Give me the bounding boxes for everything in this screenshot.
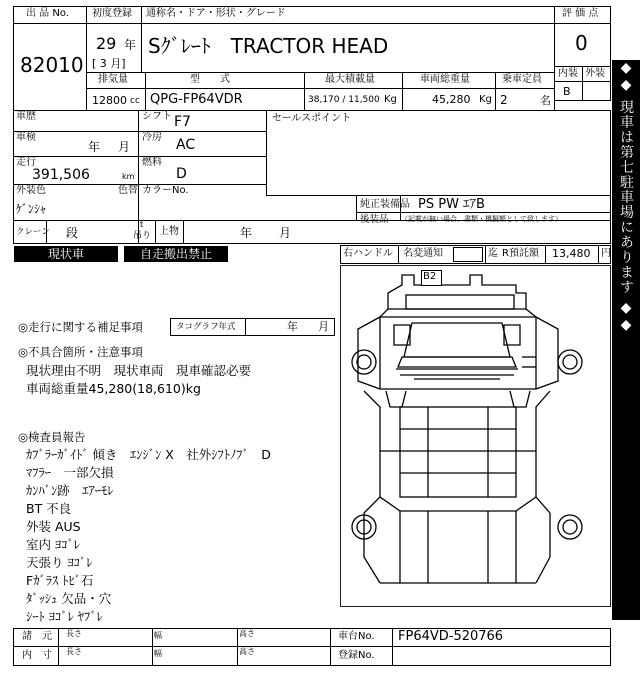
name-change-label: 名変通知 bbox=[403, 248, 443, 259]
inspector-line: 天張り ﾖｺﾞﾚ bbox=[26, 555, 93, 570]
first-registration-label: 初度登録 bbox=[92, 8, 132, 19]
width-label: 幅 bbox=[154, 631, 162, 640]
max-load-unit: Kg bbox=[384, 94, 397, 105]
shift-label: シフト bbox=[142, 111, 172, 122]
aftermarket-label: 後装品 bbox=[360, 214, 389, 225]
first-reg-month: [ 3 月] bbox=[92, 57, 126, 70]
capacity-unit: 名 bbox=[540, 94, 551, 107]
lot-number-label: 出 品 No. bbox=[26, 8, 69, 19]
chassis-number-label: 車台No. bbox=[338, 631, 375, 642]
defect-line: 現状理由不明 現状車両 現車確認必要 bbox=[26, 363, 252, 378]
inspector-line: Fｶﾞﾗｽ ﾄﾋﾞ石 bbox=[26, 573, 94, 588]
width-label: 幅 bbox=[154, 649, 162, 658]
crane-label: クレーン bbox=[16, 227, 50, 237]
inspection-year-unit: 年 bbox=[88, 140, 101, 154]
recycle-until-label: 迄 bbox=[488, 248, 498, 259]
parking-notice-banner bbox=[612, 60, 640, 620]
exterior-color-value: ｹﾞﾝｼｬ bbox=[16, 202, 47, 216]
inspection-month-unit: 月 bbox=[118, 140, 131, 154]
first-reg-year-unit: 年 bbox=[124, 38, 137, 52]
inspector-line: BT 不良 bbox=[26, 501, 72, 516]
model-label: 型 式 bbox=[190, 74, 230, 85]
model-value: QPG-FP64VDR bbox=[150, 92, 243, 107]
gross-weight-label: 車両総重量 bbox=[420, 74, 470, 85]
recycle-deposit-value: 13,480 bbox=[552, 247, 591, 260]
lot-number-value: 82010 bbox=[20, 53, 84, 77]
damage-marker-label: B2 bbox=[423, 271, 437, 282]
inspection-label: 車検 bbox=[16, 132, 36, 143]
defect-notes-title: ◎不具合箇所・注意事項 bbox=[18, 345, 144, 359]
equipment-value: PS PW ｴｱB bbox=[418, 197, 485, 212]
dimensions-label: 諸 元 bbox=[22, 631, 52, 642]
gross-weight-unit: Kg bbox=[479, 94, 492, 105]
upper-body-month-unit: 月 bbox=[279, 226, 292, 240]
footer-table bbox=[13, 628, 611, 666]
inspector-line: ｼｰﾄ ﾖｺﾞﾚ ﾔﾌﾞﾚ bbox=[26, 609, 103, 624]
tachograph-label: タコグラフ年式 bbox=[176, 322, 236, 332]
displacement-value: 12800 bbox=[92, 94, 127, 107]
mileage-value: 391,506 bbox=[32, 167, 90, 183]
mileage-label: 走行 bbox=[16, 157, 36, 168]
length-label: 長さ bbox=[66, 629, 82, 638]
car-history-label: 車歴 bbox=[16, 111, 36, 122]
vehicle-name-label: 通称名・ドア・形状・グレード bbox=[146, 8, 286, 19]
inspector-line: ﾀﾞｯｼｭ 欠品・穴 bbox=[26, 591, 112, 606]
equipment-label: 純正装備品 bbox=[360, 199, 410, 210]
first-reg-year: 29 bbox=[96, 34, 117, 53]
crane-ton-unit: t bbox=[140, 220, 144, 229]
registration-number-label: 登録No. bbox=[338, 650, 375, 661]
right-hand-drive-label: 右ハンドル bbox=[343, 248, 393, 259]
capacity-label: 乗車定員 bbox=[502, 74, 542, 85]
exterior-grade-label: 外装 bbox=[585, 68, 605, 79]
upper-body-year-unit: 年 bbox=[240, 226, 253, 240]
current-condition-badge: 現状車 bbox=[14, 246, 118, 262]
inspector-line: 室内 ﾖｺﾞﾚ bbox=[26, 537, 80, 552]
gross-weight-value: 45,280 bbox=[432, 93, 471, 106]
recycle-deposit-label: R預託額 bbox=[502, 248, 539, 259]
upper-body-label: 上物 bbox=[159, 226, 179, 237]
exterior-color-label: 外装色 bbox=[16, 185, 46, 196]
running-notes-title: ◎走行に関する補足事項 bbox=[18, 320, 144, 334]
inspector-line: ﾏﾌﾗｰ 一部欠損 bbox=[26, 465, 114, 480]
color-code-label: カラーNo. bbox=[142, 185, 189, 196]
crane-lift-unit: 吊り bbox=[133, 231, 152, 241]
inspector-line: ｶﾌﾞﾗｰｶﾞｲﾄﾞ 傾き ｴﾝｼﾞﾝ X 社外ｼﾌﾄﾉﾌﾞ D bbox=[26, 447, 271, 462]
interior-grade-value: B bbox=[563, 85, 571, 98]
score-value: 0 bbox=[575, 31, 588, 55]
inspector-line: ｶﾝﾊﾞﾝ跡 ｴｱｰﾓﾚ bbox=[26, 483, 114, 498]
parking-notice-text: ◆◆ 現車は第七駐車場にあります ◆◆ bbox=[618, 60, 634, 334]
score-label: 評 価 点 bbox=[562, 8, 599, 19]
max-load-label: 最大積載量 bbox=[325, 74, 375, 85]
fuel-label: 燃料 bbox=[142, 157, 162, 168]
height-label: 高さ bbox=[239, 629, 255, 638]
displacement-label: 排気量 bbox=[98, 74, 128, 85]
length-label: 長さ bbox=[66, 647, 82, 656]
max-load-value: 38,170 / 11,500 bbox=[308, 95, 380, 105]
defect-line: 車両総重量45,280(18,610)kg bbox=[26, 381, 201, 396]
crane-stage-unit: 段 bbox=[66, 226, 79, 240]
interior-dimensions-label: 内 寸 bbox=[22, 650, 52, 661]
vehicle-name-value: Sｸﾞﾚｰﾄ TRACTOR HEAD bbox=[148, 34, 389, 58]
sales-point-label: セールスポイント bbox=[272, 113, 352, 124]
capacity-value: 2 bbox=[500, 93, 508, 107]
height-label: 高さ bbox=[239, 647, 255, 656]
truck-outline-diagram bbox=[340, 265, 611, 607]
aircon-value: AC bbox=[176, 137, 196, 153]
yen-unit: 円 bbox=[601, 248, 611, 259]
aircon-label: 冷房 bbox=[142, 132, 162, 143]
aftermarket-note: （記載が無い場合、書類・模擬額として致します） bbox=[401, 215, 562, 223]
interior-grade-label: 内装 bbox=[558, 68, 578, 79]
displacement-unit: cc bbox=[130, 96, 140, 106]
fuel-value: D bbox=[176, 166, 187, 182]
chassis-number-value: FP64VD-520766 bbox=[398, 629, 504, 644]
tachograph-year-unit: 年 bbox=[287, 320, 298, 333]
no-self-drive-badge: 自走搬出禁止 bbox=[124, 246, 228, 262]
mileage-unit: km bbox=[122, 172, 135, 181]
name-change-checkbox bbox=[453, 247, 483, 262]
color-change-label: 色替 bbox=[118, 185, 138, 196]
shift-value: F7 bbox=[174, 114, 191, 130]
inspector-report-title: ◎検査員報告 bbox=[18, 430, 86, 444]
inspector-line: 外装 AUS bbox=[26, 519, 81, 534]
tachograph-month-unit: 月 bbox=[318, 320, 329, 333]
